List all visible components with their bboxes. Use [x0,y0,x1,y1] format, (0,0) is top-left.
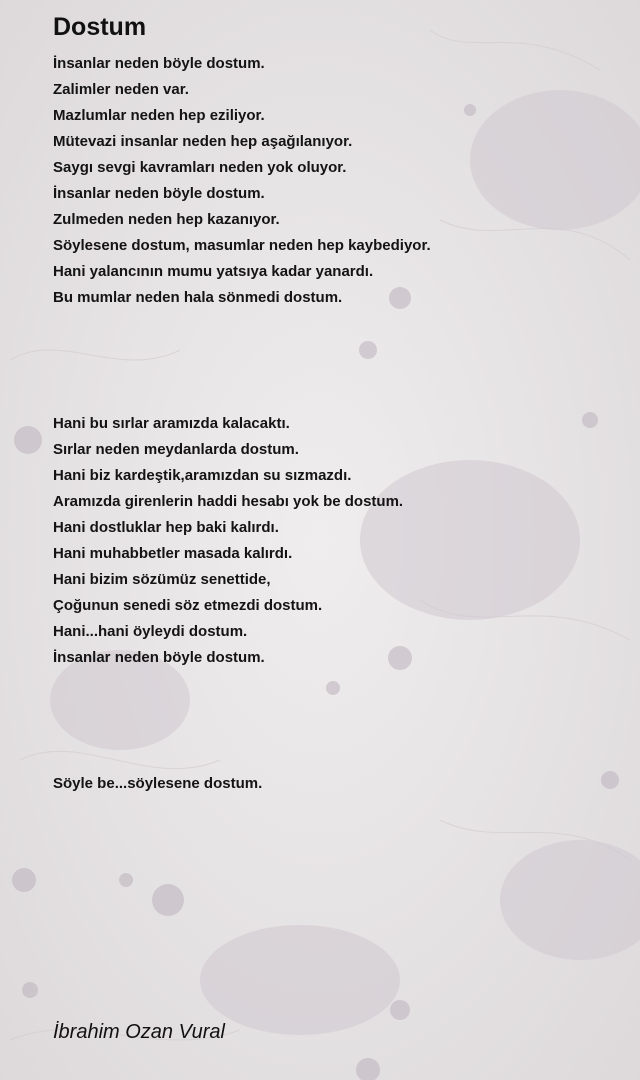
poem-stanza [53,51,431,311]
poem-line: Hani biz kardeştik,aramızdan su sızmazdı. [53,467,352,484]
poem-line: Zulmeden neden hep kazanıyor. [53,211,280,228]
poem-line: Hani bu sırlar aramızda kalacaktı. [53,415,290,432]
poem-line: Hani yalancının mumu yatsıya kadar yanardı. [53,263,374,280]
poem-line: Sırlar neden meydanlarda dostum. [53,441,299,458]
poem-line: İnsanlar neden böyle dostum. [53,649,265,666]
poem-stanza [53,771,262,797]
poem-line: Hani dostluklar hep baki kalırdı. [53,519,279,536]
poem-stanza [53,411,403,671]
poem-line: Hani bizim sözümüz senettide, [53,571,271,588]
poem-line: Çoğunun senedi söz etmezdi dostum. [53,597,323,614]
poem-line: Söyle be...söylesene dostum. [53,775,263,792]
poem-line: Mazlumlar neden hep eziliyor. [53,107,265,124]
poem-line: Zalimler neden var. [53,81,189,98]
poem-line: Saygı sevgi kavramları neden yok oluyor. [53,159,347,176]
poem-line: Söylesene dostum, masumlar neden hep kaybediyor. [53,237,431,254]
poem-line: İnsanlar neden böyle dostum. [53,55,265,72]
poem-line: Mütevazi insanlar neden hep aşağılanıyor. [53,133,353,150]
poem-line: Hani...hani öyleydi dostum. [53,623,248,640]
poem-line: Hani muhabbetler masada kalırdı. [53,545,293,562]
poem-author: İbrahim Ozan Vural [53,1021,225,1043]
poem-line: Aramızda girenlerin haddi hesabı yok be dostum. [53,493,404,510]
poem-title: Dostum [53,13,147,41]
poem-line: Bu mumlar neden hala sönmedi dostum. [53,289,343,306]
poem-line: İnsanlar neden böyle dostum. [53,185,265,202]
